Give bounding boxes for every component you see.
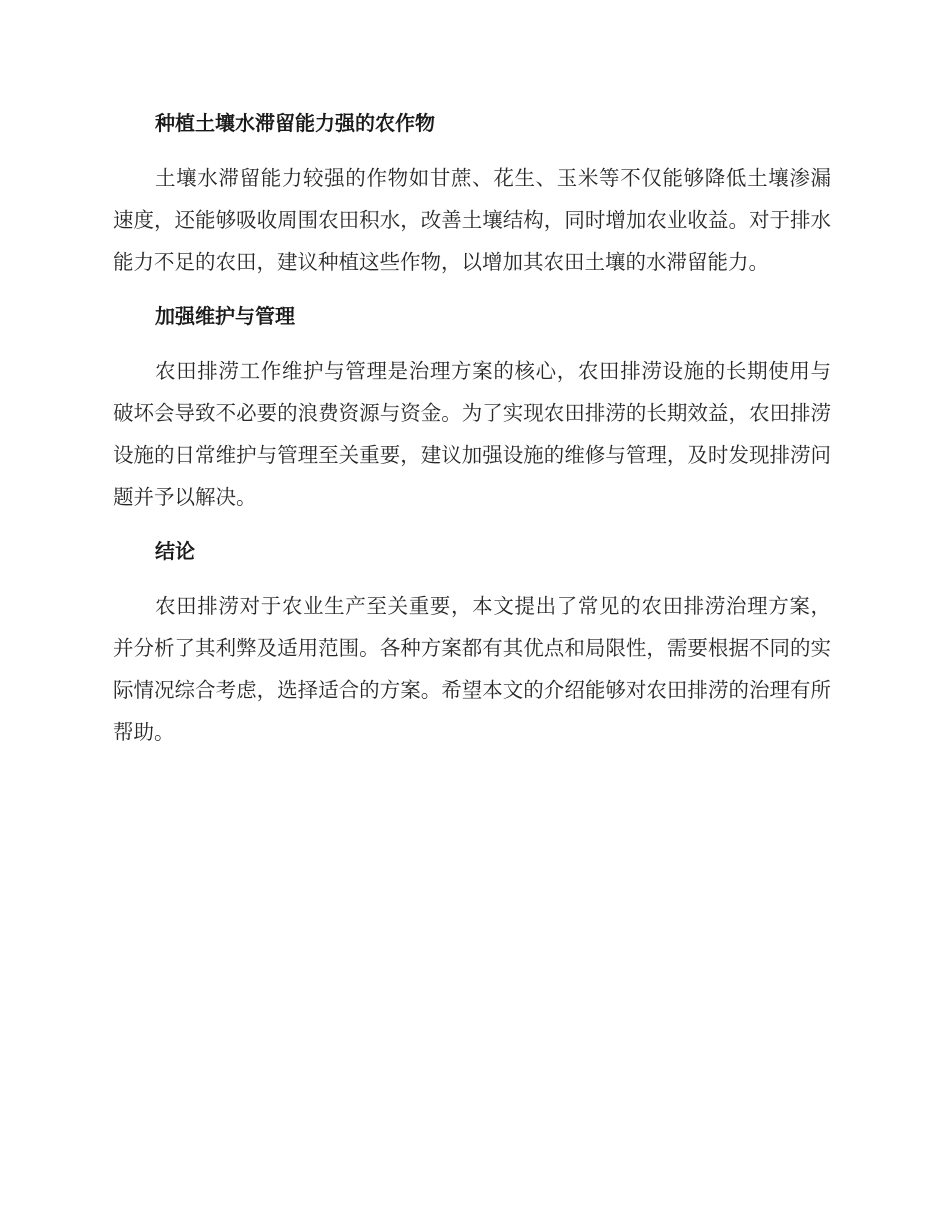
section-paragraph: 土壤水滞留能力较强的作物如甘蔗、花生、玉米等不仅能够降低土壤渗漏速度，还能够吸收周围农田积水，改善土壤结构，同时增加农业收益。对于排水能力不足的农田，建议种植这些作物，以增加其农田土壤的水滞留能力。 xyxy=(113,166,831,274)
section-heading: 结论 xyxy=(155,539,195,563)
section-heading: 种植土壤水滞留能力强的农作物 xyxy=(155,111,435,135)
section-maintenance xyxy=(113,301,831,518)
section-paragraph: 农田排涝工作维护与管理是治理方案的核心，农田排涝设施的长期使用与破坏会导致不必要的浪费资源与资金。为了实现农田排涝的长期效益，农田排涝设施的日常维护与管理至关重要，建议加强设施的维修与管理，及时发现排涝问题并予以解决。 xyxy=(113,359,831,509)
document-content xyxy=(113,108,831,771)
section-paragraph: 农田排涝对于农业生产至关重要，本文提出了常见的农田排涝治理方案，并分析了其利弊及适用范围。各种方案都有其优点和局限性，需要根据不同的实际情况综合考虑，选择适合的方案。希望本文的介绍能够对农田排涝的治理有所帮助。 xyxy=(113,594,831,744)
section-conclusion xyxy=(113,536,831,753)
section-heading: 加强维护与管理 xyxy=(155,304,295,328)
section-crops xyxy=(113,108,831,283)
